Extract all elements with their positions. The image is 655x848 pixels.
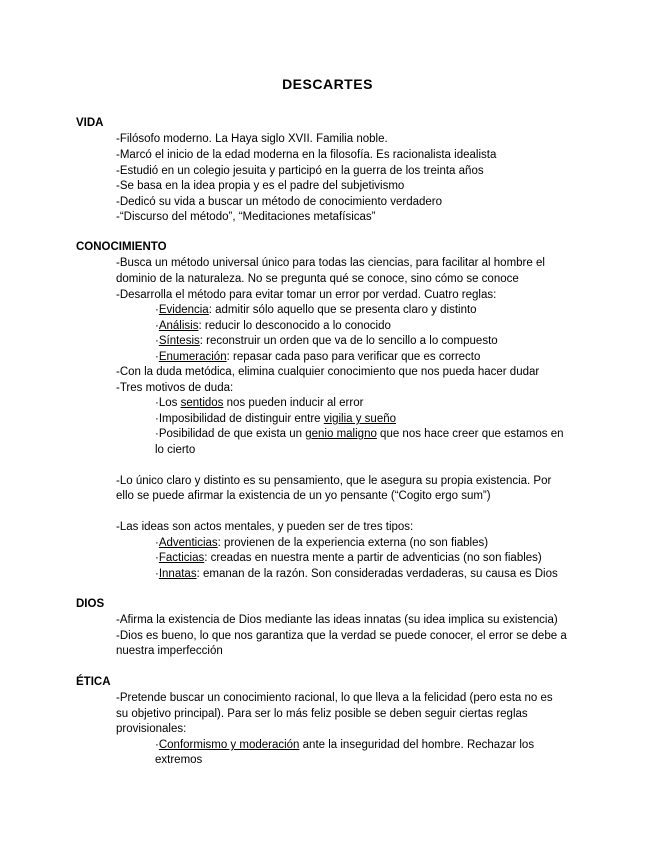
etica-line: su objetivo principal). Para ser lo más feliz posible se deben seguir ciertas reglas (116, 708, 528, 720)
doubt-item (155, 427, 564, 442)
etica-rule-term: Conformismo y moderación (158, 739, 300, 751)
rule-term: Enumeración (158, 351, 227, 363)
etica-line: provisionales: (116, 723, 187, 735)
rule-desc: : reducir lo desconocido a lo conocido (198, 320, 391, 332)
conocimiento-line: -Con la duda metódica, elimina cualquier conocimiento que nos pueda hacer dudar (116, 366, 540, 378)
etica-line: -Pretende buscar un conocimiento racional, lo que lleva a la felicidad (pero esta no es (116, 692, 553, 704)
doubt-item (155, 396, 363, 411)
rule-term: Síntesis (158, 335, 200, 347)
rule-item: ·Evidencia: admitir sólo aquello que se presenta claro y distinto (155, 304, 477, 316)
idea-item: ·Adventicias: provienen de la experiencia externa (no son fiables) (155, 537, 489, 549)
page-title: DESCARTES (282, 76, 373, 92)
rule-term: Evidencia (158, 304, 209, 316)
vida-line: -Se basa en la idea propia y es el padre del subjetivismo (116, 180, 405, 192)
rule-desc: : admitir sólo aquello que se presenta claro y distinto (208, 304, 477, 316)
doubt-prefix: ·Imposibilidad de distinguir entre (155, 413, 324, 425)
rule-item: ·Análisis: reducir lo desconocido a lo conocido (155, 320, 391, 332)
idea-desc: : emanan de la razón. Son consideradas verdaderas, su causa es Dios (196, 568, 558, 580)
etica-rule-item (155, 738, 534, 753)
idea-term: Facticias (158, 552, 205, 564)
doubt-term: sentidos (180, 397, 224, 409)
conocimiento-line: ello se puede afirmar la existencia de un yo pensante (“Cogito ergo sum”) (116, 490, 491, 502)
rule-term: Análisis (158, 320, 199, 332)
idea-term: Adventicias (158, 537, 218, 549)
vida-line: -Estudió en un colegio jesuita y participó en la guerra de los treinta años (116, 165, 484, 177)
conocimiento-line: -Lo único claro y distinto es su pensamiento, que le asegura su propia existencia. Por (116, 475, 552, 487)
conocimiento-line: -Desarrolla el método para evitar tomar un error por verdad. Cuatro reglas: (116, 289, 497, 301)
rule-desc: : repasar cada paso para verificar que es correcto (226, 351, 481, 363)
vida-line: -Filósofo moderno. La Haya siglo XVII. Familia noble. (116, 133, 388, 145)
idea-item: ·Innatas: emanan de la razón. Son consideradas verdaderas, su causa es Dios (155, 568, 558, 580)
idea-item: ·Facticias: creadas en nuestra mente a partir de adventicias (no son fiables) (155, 552, 542, 564)
idea-term: Innatas (158, 568, 197, 580)
vida-line: -Marcó el inicio de la edad moderna en la filosofía. Es racionalista idealista (116, 149, 497, 161)
conocimiento-line: -Busca un método universal único para todas las ciencias, para facilitar al hombre el (116, 257, 545, 269)
vida-line: -“Discurso del método”, “Meditaciones metafísicas” (116, 211, 376, 223)
conocimiento-line: -Las ideas son actos mentales, y pueden ser de tres tipos: (116, 521, 414, 533)
dios-line: nuestra imperfección (116, 645, 223, 657)
conocimiento-line: -Tres motivos de duda: (116, 382, 234, 394)
rule-item: ·Enumeración: repasar cada paso para verificar que es correcto (155, 351, 481, 363)
doubt-term: genio maligno (305, 428, 377, 440)
rule-desc: : reconstruir un orden que va de lo sencillo a lo compuesto (199, 335, 498, 347)
doubt-term: vigilia y sueño (323, 413, 396, 425)
section-heading-vida: VIDA (76, 117, 104, 129)
doubt-item (155, 412, 396, 427)
doubt-desc: que nos hace creer que estamos en (376, 428, 564, 440)
conocimiento-line: dominio de la naturaleza. No se pregunta qué se conoce, sino cómo se conoce (116, 273, 519, 285)
dios-line: -Dios es bueno, lo que nos garantiza que la verdad se puede conocer, el error se debe a (116, 630, 567, 642)
vida-line: -Dedicó su vida a buscar un método de conocimiento verdadero (116, 196, 443, 208)
idea-desc: : provienen de la experiencia externa (no son fiables) (217, 537, 489, 549)
doubt-prefix: ·Los (155, 397, 181, 409)
rule-item: ·Síntesis: reconstruir un orden que va de lo sencillo a lo compuesto (155, 335, 498, 347)
idea-desc: : creadas en nuestra mente a partir de adventicias (no son fiables) (204, 552, 542, 564)
doubt-prefix: ·Posibilidad de que exista un (155, 428, 306, 440)
etica-rule-desc: ante la inseguridad del hombre. Rechazar los (299, 739, 535, 751)
doubt-continuation: lo cierto (155, 444, 196, 456)
doubt-desc: nos pueden inducir al error (223, 397, 364, 409)
etica-rule-prefix: · (155, 739, 159, 751)
etica-rule-continuation: extremos (155, 754, 203, 766)
section-heading-conocimiento: CONOCIMIENTO (76, 241, 167, 253)
dios-line: -Afirma la existencia de Dios mediante las ideas innatas (su idea implica su existencia) (116, 614, 558, 626)
section-heading-dios: DIOS (76, 598, 105, 610)
section-heading-etica: ÉTICA (76, 676, 111, 688)
